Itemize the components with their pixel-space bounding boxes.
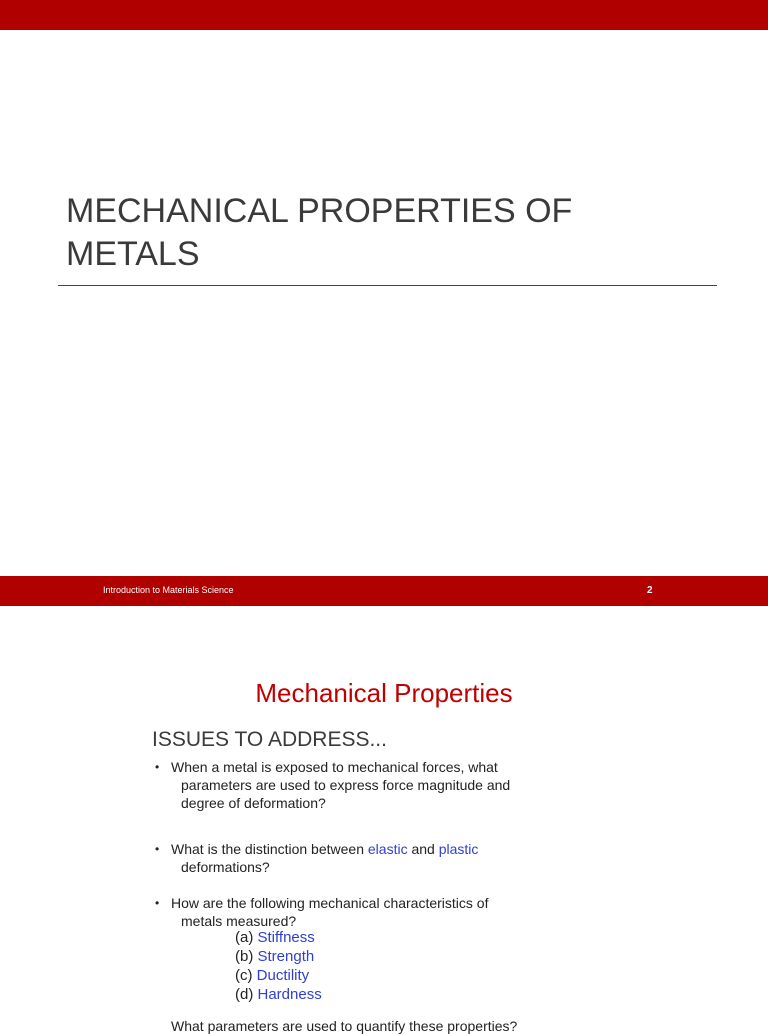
sub-item-term: Hardness <box>257 986 322 1003</box>
bullet-text: parameters are used to express force magnitude and <box>181 777 511 793</box>
bullet-text: When a metal is exposed to mechanical forces, what <box>171 759 498 775</box>
bullet-icon: • <box>155 842 160 856</box>
issues-heading: ISSUES TO ADDRESS... <box>152 728 387 751</box>
bullet-text: degree of deformation? <box>181 795 326 811</box>
header-bar <box>0 0 768 30</box>
list-item <box>155 840 575 876</box>
term-elastic: elastic <box>367 841 408 857</box>
sub-item-prefix: (d) <box>235 986 258 1003</box>
bullet-text <box>155 840 575 858</box>
list-item <box>155 758 575 812</box>
content-slide <box>0 606 768 1034</box>
sub-item-strength <box>235 947 322 966</box>
sub-item-prefix: (c) <box>235 967 257 984</box>
slide-title: Mechanical Properties <box>255 678 513 708</box>
slide-title <box>66 190 706 276</box>
page-number: 2 <box>647 585 653 596</box>
bullet-text-part: and <box>407 841 439 857</box>
bullet-text: How are the following mechanical characteristics of <box>171 895 489 911</box>
sub-item-term: Ductility <box>256 967 310 984</box>
sub-item-hardness <box>235 985 322 1004</box>
sub-item-stiffness <box>235 928 322 947</box>
sub-item-term: Strength <box>257 948 315 965</box>
characteristics-list <box>235 928 322 1004</box>
list-item <box>155 894 575 930</box>
bullet-text: deformations? <box>181 859 270 875</box>
sub-item-prefix: (a) <box>235 929 258 946</box>
bullet-icon: • <box>155 760 160 774</box>
slide-title-line-1: MECHANICAL PROPERTIES OF <box>66 192 573 230</box>
bullet-text: metals measured? <box>181 913 297 929</box>
footer-bar <box>0 576 768 606</box>
footer-course-name: Introduction to Materials Science <box>103 585 234 595</box>
slide-title-line-2: METALS <box>66 235 200 273</box>
bullet-text-part: What is the distinction between <box>171 841 368 857</box>
sub-item-term: Stiffness <box>257 929 315 946</box>
title-underline <box>58 285 717 286</box>
sub-item-ductility <box>235 966 322 985</box>
bullet-text-partial: What parameters are used to quantify these properties? <box>171 1018 518 1034</box>
sub-item-prefix: (b) <box>235 948 258 965</box>
bullet-icon: • <box>155 896 160 910</box>
term-plastic: plastic <box>438 841 479 857</box>
